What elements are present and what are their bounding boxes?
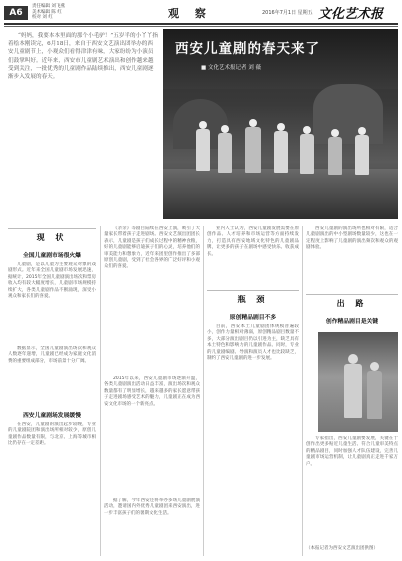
- subheading: 全国儿童剧市场很火爆: [23, 253, 81, 259]
- issue-date: 2016年7月1日 星期五: [262, 10, 313, 16]
- body-paragraph: 专家指出，西安儿童剧要发展，关键在于创作出更多贴近儿童生活、符合儿童审美特点的精品剧目，同时加强人才队伍建设，完善儿童剧市场运营机制，让儿童剧真正走进千家万户。: [306, 436, 398, 467]
- stage-photo: [163, 29, 398, 219]
- body-paragraph: 2015年以来，西安儿童剧市场逐渐升温，各类儿童剧演出活动日益丰富，演出场次和观众数量都有了明显增长，越来越多的家长愿意带孩子走进剧场感受艺术的魅力，儿童剧正在成为西安文化市场的一个新亮点。: [104, 376, 200, 407]
- performer: [245, 127, 261, 173]
- performer-head: [358, 127, 366, 135]
- editor-line: 校对 刘 红: [32, 15, 53, 20]
- performance-photo: [318, 332, 398, 432]
- subheading: 西安儿童剧场发展缓慢: [23, 413, 81, 419]
- editor-line: 美术编辑 陈 红: [32, 9, 62, 15]
- body-paragraph: 在西安，儿童剧的演出起步较晚，专业的儿童剧院团和演出场所相对较少，原创儿童剧作品数量有限，与北京、上海等城市相比仍存在一定差距。: [8, 422, 96, 447]
- subheading: 创作精品剧目是关键: [325, 319, 379, 325]
- performer-head: [199, 121, 207, 129]
- performer: [196, 129, 210, 171]
- body-paragraph: 据了解，今年西安还将举办多场儿童剧展演活动，邀请国内外优秀儿童剧团来西安演出，进一步丰富孩子们的暑期文化生活。: [104, 498, 200, 516]
- page-number: A6: [4, 6, 28, 20]
- column-rule: [8, 228, 96, 229]
- body-paragraph: 目前，西安本土儿童剧团体规模普遍较小，创作力量相对薄弱，原创精品剧目数量不多，大部分演出剧目仍以引进为主，缺乏具有本土特色和影响力的儿童剧作品。同时，专业的儿童剧编剧、导演和演员人才也比较缺乏，制约了西安儿童剧的进一步发展。: [207, 324, 299, 362]
- performer-head: [303, 126, 311, 134]
- performer: [344, 364, 362, 418]
- header-rule-thin: [4, 26, 398, 27]
- subheading: 原创精品剧目不多: [229, 315, 277, 321]
- section-heading-bottleneck: 瓶 颈: [237, 295, 269, 304]
- performer: [218, 133, 232, 173]
- body-paragraph: 《亲亲》等剧目陆续在西安上演，吸引了大量家长带着孩子走进剧场。西安文艺演出团团长表示，儿童剧是孩子们成长过程中的精神食粮，好的儿童剧能够启迪孩子们的心灵，培养他们的审美能力和想象力，近年来团里创作推出了多部原创儿童剧，受到了社会各界的广泛好评和小观众们的喜爱。: [104, 226, 200, 270]
- performer-head: [221, 125, 229, 133]
- column-rule: [306, 294, 398, 295]
- performer-head: [370, 362, 379, 371]
- performer: [367, 371, 382, 419]
- body-paragraph: 数据显示，全国儿童剧演出场次和观众人数逐年递增，儿童剧已经成为家庭文化消费的重要组成部分，市场前景十分广阔。: [8, 346, 96, 364]
- body-paragraph: 西安儿童剧的演出场所也相对有限，适合儿童剧演出的中小型剧场数量较少，这也在一定程度上影响了儿童剧的演出频次和观众的观剧体验。: [306, 226, 398, 251]
- editor-line: 责任编辑 刘飞燕: [32, 4, 65, 9]
- photo-credit: （本报记者为西安文艺演出团供图）: [306, 546, 378, 551]
- performer-head: [277, 123, 285, 131]
- article-headline: 西安儿童剧的春天来了: [175, 41, 320, 57]
- column-divider: [302, 226, 303, 556]
- performer-head: [348, 354, 358, 364]
- editor-credits: [32, 4, 82, 21]
- article-byline: ■ 文化艺术报记者 刘 薇: [201, 65, 261, 71]
- performer-head: [249, 119, 257, 127]
- column-divider: [203, 226, 204, 556]
- stage-floor: [163, 169, 398, 219]
- section-title: 观 察: [168, 7, 212, 20]
- header-rule: [4, 23, 398, 25]
- performer-head: [331, 129, 339, 137]
- performer: [300, 134, 314, 174]
- intro-paragraph: “妈妈，我要本本里面的那个小毛驴！”五岁半的小丫丫指着绘本刚读完，6月18日，来自于西安文艺演出团举办的西安儿童剧节上，小观众们看得津津有味，大家纷纷为小演员们鼓掌叫好。近年来，西安市儿童剧艺术演出和创作越来越受到关注，一批优秀的儿童剧作品陆续推出，西安儿童剧逐渐步入发展的春天。: [8, 33, 158, 81]
- performer: [355, 135, 369, 175]
- performer: [274, 131, 288, 173]
- column-divider: [100, 226, 101, 556]
- performer: [328, 137, 342, 175]
- section-heading-status: 现 状: [36, 233, 68, 242]
- stage-prop: [313, 84, 383, 144]
- body-paragraph: 业内人士认为，西安儿童剧发展需要在原创作品、人才培养和市场运营等方面持续发力，打造具有西安地域文化特色的儿童剧品牌，让更多的孩子在剧场中感受快乐、收获成长。: [207, 226, 299, 257]
- newspaper-logo: 文化艺术报: [318, 7, 384, 22]
- body-paragraph: 儿童剧，是以儿童为主要观众对象的戏剧形式。近年来全国儿童剧市场发展迅速，据统计，2015年全国儿童剧演出场次和票房收入均有较大幅度增长，儿童剧市场规模持续扩大，各类儿童剧作品不断涌现，深受小观众和家长们的喜爱。: [8, 262, 96, 300]
- column-rule: [207, 290, 299, 291]
- section-heading-way-out: 出 路: [336, 299, 368, 308]
